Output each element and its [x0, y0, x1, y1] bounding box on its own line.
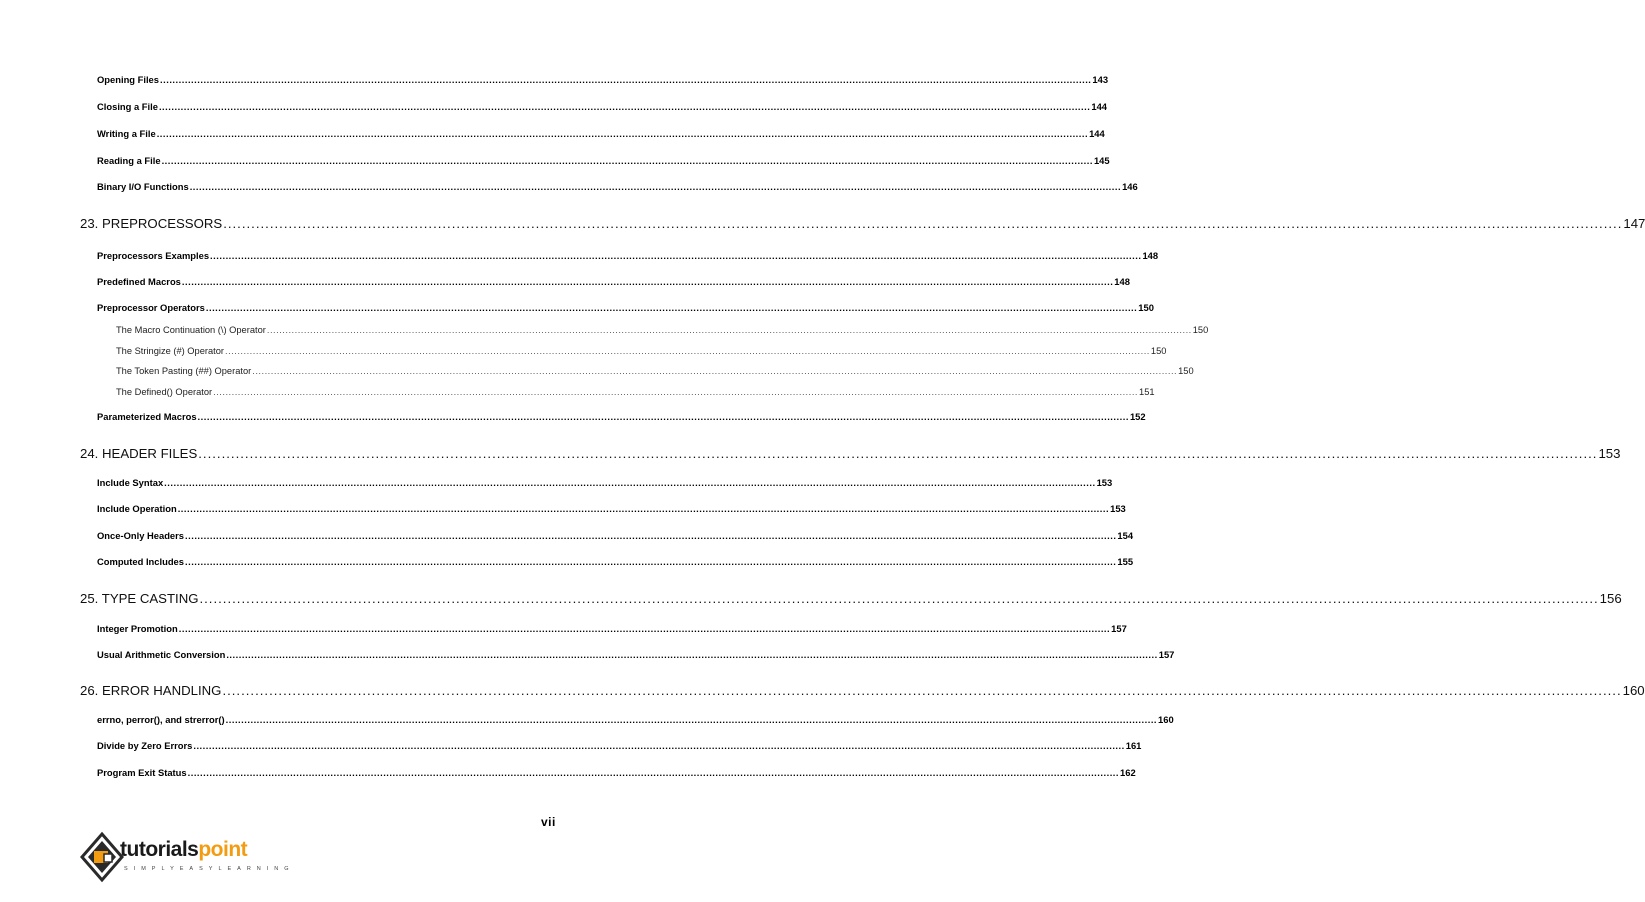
toc-entry-title: The Token Pasting (##) Operator — [116, 366, 252, 376]
toc-section-entry[interactable] — [97, 302, 1154, 313]
toc-dot-leader: ............................................................................................................................................................................................................................................................................................................ — [197, 411, 1129, 422]
toc-entry-title: The Stringize (#) Operator — [116, 346, 224, 356]
toc-subsection-entry[interactable] — [116, 346, 1167, 356]
toc-entry-title: Usual Arithmetic Conversion — [97, 649, 226, 660]
toc-subsection-entry[interactable] — [116, 387, 1155, 397]
toc-entry-page: 152 — [1129, 411, 1146, 422]
toc-entry-page: 162 — [1120, 767, 1136, 778]
toc-section-entry[interactable] — [97, 740, 1142, 751]
toc-dot-leader: ............................................................................................................................................................................................................................................................................................................ — [181, 276, 1114, 287]
toc-entry-page: 150 — [1150, 346, 1167, 356]
toc-entry-title: Include Operation — [97, 503, 177, 514]
logo-diamond-icon — [80, 830, 124, 890]
toc-dot-leader: ............................................................................................................................................................................................................................................................................................................ — [189, 181, 1122, 192]
toc-entry-page: 150 — [1192, 325, 1209, 335]
toc-section-entry[interactable] — [97, 411, 1146, 422]
toc-dot-leader: ............................................................................................................................................................................................................................................................................................................ — [252, 366, 1178, 376]
toc-dot-leader: ............................................................................................................................................................................................................................................................................................................ — [177, 503, 1110, 514]
toc-section-entry[interactable] — [97, 503, 1126, 514]
toc-dot-leader: ............................................................................................................................................................................................................................................................................................................ — [161, 155, 1093, 166]
toc-section-entry[interactable] — [97, 477, 1113, 488]
toc-dot-leader: ............................................................................................................................................................................................................................................................................................................ — [226, 649, 1158, 660]
toc-entry-title: Preprocessors Examples — [97, 250, 210, 261]
toc-dot-leader: ............................................................................................................................................................................................................................................................................................................ — [164, 477, 1096, 488]
toc-entry-title: errno, perror(), and strerror() — [97, 714, 225, 725]
toc-section-entry[interactable] — [97, 155, 1110, 166]
toc-entry-page: 144 — [1091, 101, 1108, 112]
toc-entry-page: 151 — [1139, 387, 1155, 397]
toc-entry-page: 148 — [1142, 250, 1159, 261]
toc-entry-title: Include Syntax — [97, 477, 164, 488]
toc-section-entry[interactable] — [97, 556, 1134, 567]
toc-entry-page: 161 — [1125, 740, 1142, 751]
toc-section-entry[interactable] — [97, 767, 1136, 778]
toc-entry-page: 148 — [1114, 276, 1130, 287]
logo-tagline: SIMPLYEASYLEARNING — [124, 866, 295, 872]
toc-entry-page: 157 — [1111, 623, 1127, 634]
toc-entry-page: 160 — [1622, 683, 1645, 698]
toc-entry-page: 145 — [1093, 155, 1110, 166]
toc-chapter-entry[interactable] — [80, 216, 1645, 231]
toc-entry-title: The Defined() Operator — [116, 387, 213, 397]
toc-entry-title: 25. TYPE CASTING — [80, 591, 199, 606]
toc-entry-page: 153 — [1598, 446, 1621, 461]
toc-entry-page: 155 — [1117, 556, 1134, 567]
toc-entry-page: 144 — [1089, 128, 1105, 139]
toc-dot-leader: ............................................................................................................................................................................................................................................................................................................ — [178, 623, 1111, 634]
toc-section-entry[interactable] — [97, 649, 1175, 660]
toc-entry-page: 153 — [1096, 477, 1113, 488]
toc-dot-leader: ............................................................................................................................................................................................................................................................................................................ — [160, 74, 1092, 85]
toc-entry-title: Closing a File — [97, 101, 158, 112]
toc-entry-title: 24. HEADER FILES — [80, 446, 198, 461]
toc-dot-leader: ............................................................................................................................................................................................................................................................................................................ — [225, 714, 1158, 725]
toc-chapter-entry[interactable] — [80, 591, 1622, 606]
toc-section-entry[interactable] — [97, 74, 1109, 85]
toc-entry-title: Once-Only Headers — [97, 530, 185, 541]
toc-dot-leader: ............................................................................................................................................................................................................................................................................................................ — [266, 325, 1192, 335]
toc-section-entry[interactable] — [97, 181, 1138, 192]
toc-entry-title: Opening Files — [97, 74, 159, 85]
toc-dot-leader: ............................................................................................................................................................................................................................................................................................................ — [199, 591, 1599, 606]
toc-entry-title: Integer Promotion — [97, 623, 178, 634]
toc-section-entry[interactable] — [97, 128, 1105, 139]
toc-section-entry[interactable] — [97, 623, 1127, 634]
toc-chapter-entry[interactable] — [80, 446, 1621, 461]
toc-entry-title: Parameterized Macros — [97, 411, 197, 422]
toc-entry-title: Divide by Zero Errors — [97, 740, 193, 751]
toc-section-entry[interactable] — [97, 101, 1108, 112]
toc-entry-title: 26. ERROR HANDLING — [80, 683, 222, 698]
toc-section-entry[interactable] — [97, 276, 1130, 287]
toc-entry-title: The Macro Continuation (\) Operator — [116, 325, 266, 335]
toc-dot-leader: ............................................................................................................................................................................................................................................................................................................ — [156, 128, 1089, 139]
toc-entry-title: Predefined Macros — [97, 276, 181, 287]
toc-section-entry[interactable] — [97, 714, 1174, 725]
toc-entry-page: 154 — [1117, 530, 1134, 541]
toc-dot-leader: ............................................................................................................................................................................................................................................................................................................ — [205, 302, 1138, 313]
toc-entry-page: 153 — [1110, 503, 1126, 514]
toc-subsection-entry[interactable] — [116, 366, 1194, 376]
toc-dot-leader: ............................................................................................................................................................................................................................................................................................................ — [213, 387, 1139, 397]
toc-dot-leader: ............................................................................................................................................................................................................................................................................................................ — [187, 767, 1120, 778]
toc-entry-page: 146 — [1122, 181, 1138, 192]
tutorialspoint-logo — [80, 830, 295, 890]
toc-dot-leader: ............................................................................................................................................................................................................................................................................................................ — [193, 740, 1125, 751]
toc-dot-leader: ............................................................................................................................................................................................................................................................................................................ — [223, 216, 1623, 231]
toc-dot-leader: ............................................................................................................................................................................................................................................................................................................ — [158, 101, 1091, 112]
toc-dot-leader: ............................................................................................................................................................................................................................................................................................................ — [225, 346, 1150, 356]
toc-entry-page: 160 — [1158, 714, 1174, 725]
toc-entry-title: Preprocessor Operators — [97, 302, 205, 313]
toc-section-entry[interactable] — [97, 250, 1159, 261]
toc-entry-page: 150 — [1138, 302, 1154, 313]
logo-wordmark: tutorialspoint — [120, 838, 248, 861]
toc-entry-title: 23. PREPROCESSORS — [80, 216, 223, 231]
toc-section-entry[interactable] — [97, 530, 1134, 541]
toc-entry-title: Program Exit Status — [97, 767, 187, 778]
toc-subsection-entry[interactable] — [116, 325, 1209, 335]
toc-dot-leader: ............................................................................................................................................................................................................................................................................................................ — [184, 556, 1117, 567]
toc-chapter-entry[interactable] — [80, 683, 1645, 698]
toc-entry-page: 157 — [1158, 649, 1175, 660]
toc-dot-leader: ............................................................................................................................................................................................................................................................................................................ — [185, 530, 1117, 541]
toc-dot-leader: ............................................................................................................................................................................................................................................................................................................ — [198, 446, 1598, 461]
toc-entry-title: Reading a File — [97, 155, 161, 166]
toc-entry-page: 156 — [1599, 591, 1622, 606]
toc-entry-page: 143 — [1092, 74, 1109, 85]
toc-entry-title: Computed Includes — [97, 556, 184, 567]
page-number: vii — [541, 815, 556, 829]
toc-entry-title: Binary I/O Functions — [97, 181, 189, 192]
toc-entry-page: 147 — [1623, 216, 1645, 231]
toc-dot-leader: ............................................................................................................................................................................................................................................................................................................ — [222, 683, 1622, 698]
toc-entry-page: 150 — [1178, 366, 1194, 376]
toc-dot-leader: ............................................................................................................................................................................................................................................................................................................ — [210, 250, 1142, 261]
toc-entry-title: Writing a File — [97, 128, 156, 139]
